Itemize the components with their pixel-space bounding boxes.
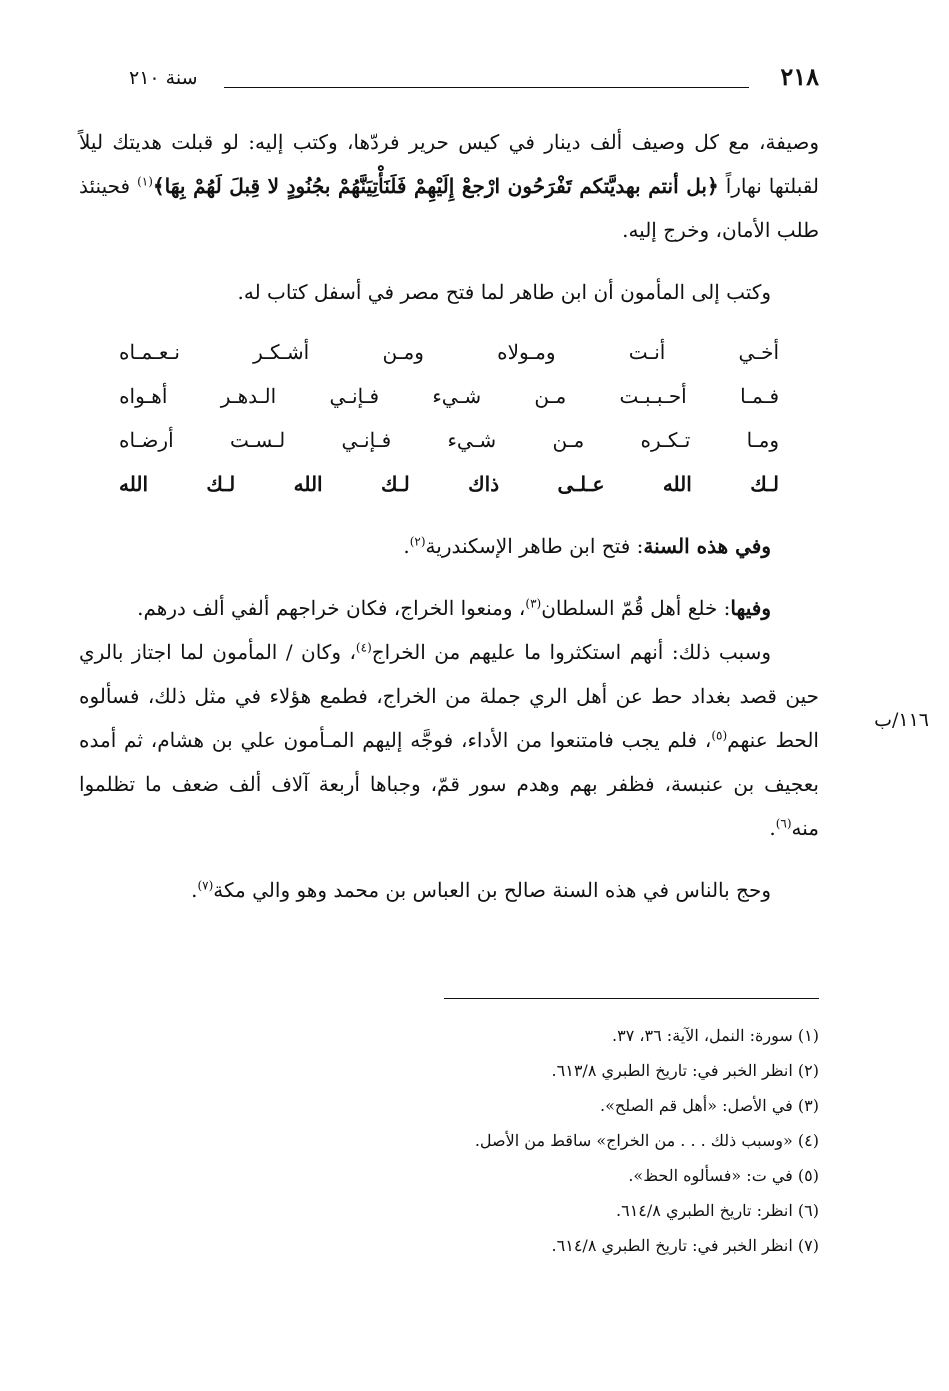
footnote-7: (٧) انظر الخبر في: تاريخ الطبري ٦١٤/٨. — [551, 1236, 819, 1255]
poem-word: لـسـت — [229, 428, 286, 452]
events-text — [79, 524, 819, 912]
poem-word: ومـا — [746, 428, 779, 452]
paragraph-lead: وفيها — [730, 596, 771, 620]
poem — [119, 330, 779, 506]
poem-word: عـلـى — [557, 472, 605, 496]
poem-word: الله — [293, 472, 323, 496]
poem-word: الله — [119, 472, 149, 496]
paragraph-hajj: وحج بالناس في هذه السنة صالح بن العباس بن محمد وهو والي مكة$^{(٧)}$. — [191, 878, 771, 902]
page-number: ٢١٨ — [780, 62, 819, 91]
running-head-year: سنة ٢١٠ — [129, 67, 198, 89]
paragraph-qom-revolt: وفيها: خلع أهل قُمّ السلطان$^{(٣)}$، ومنعوا الخراج، فكان خراجهم ألفي ألف درهم. — [137, 596, 771, 620]
poem-line — [119, 330, 779, 374]
poem-line — [119, 374, 779, 418]
poem-word: فـإنـي — [341, 428, 392, 452]
footnote-6: (٦) انظر: تاريخ الطبري ٦١٤/٨. — [616, 1201, 819, 1220]
paragraph-gift-refusal: وصيفة، مع كل وصيف ألف دينار في كيس حرير فردّها، وكتب إليه: لو قبلت هديتك ليلاً لقبلتها نهاراً ﴿بل أنتم بهديَّتكم تَفْرَحُون ارْجعْ إِلَيْهِمْ فَلَنَأْتِيَنَّهُمْ بجُنُودٍ لا قِبلَ لَهُمْ بِهَا﴾$^{(١)}$ فحينئذ طلب الأمان، وخرج إليه. — [79, 130, 819, 242]
poem-word: أحـبـبـت — [619, 384, 687, 408]
poem-word: فـإنـي — [329, 384, 380, 408]
footnote-ref-4: (٤) — [355, 640, 372, 655]
paragraph-reason: وسبب ذلك: أنهم استكثروا ما عليهم من الخراج$^{(٤)}$، وكان / المأمون لما اجتاز بالري حين قصد بغداد حط عن أهل الري جملة من الخراج، فطمع هؤلاء في مثل ذلك، فسألوه الحط عنهم$^{(٥)}$، فلم يجب فامتنعوا من الأداء، فوجَّه إليهم المـأمون علي بن هشام، ثم أمده بعجيف بن عنبسة، فظفر بهم وهدم سور قمّ، وجباها أربعة آلاف ألف ضعف ما تظلموا منه$^{(٦)}$. — [79, 640, 819, 840]
footnote-ref-5: (٥) — [711, 728, 728, 743]
footnote-ref-6: (٦) — [775, 816, 792, 831]
quran-verse: ﴿بل أنتم بهديَّتكم تَفْرَحُون ارْجعْ إِلَيْهِمْ فَلَنَأْتِيَنَّهُمْ بجُنُودٍ لا قِبلَ لَهُمْ بِهَا﴾ — [152, 174, 719, 198]
poem-word: الله — [662, 472, 692, 496]
footnote-separator — [444, 998, 819, 999]
poem-word: أشـكـر — [253, 340, 310, 364]
paragraph-letter-to-mamun: وكتب إلى المأمون أن ابن طاهر لما فتح مصر في أسفل كتاب له. — [237, 280, 771, 304]
poem-word: شـيء — [432, 384, 482, 408]
poem-word: أنـت — [628, 340, 666, 364]
poem-word: ذاك — [468, 472, 500, 496]
footnote-1: (١) سورة: النمل، الآية: ٣٦، ٣٧. — [612, 1026, 819, 1045]
page-header — [129, 62, 819, 98]
poem-word: لـك — [380, 472, 410, 496]
paragraph-lead: وفي هذه السنة — [643, 534, 771, 558]
footnotes — [259, 1018, 819, 1263]
poem-line — [119, 418, 779, 462]
footnote-3: (٣) في الأصل: «أهل قم الصلح». — [600, 1096, 819, 1115]
poem-word: مـن — [552, 428, 585, 452]
poem-line — [119, 462, 779, 506]
footnote-ref-2: (٢) — [409, 534, 426, 549]
header-rule — [224, 87, 749, 88]
poem-word: تـكـره — [640, 428, 691, 452]
footnote-ref-1: (١) — [137, 174, 153, 189]
poem-word: نـعـمـاه — [119, 340, 180, 364]
footnote-4: (٤) «وسبب ذلك . . . من الخراج» ساقط من الأصل. — [474, 1131, 819, 1150]
poem-word: شـيء — [447, 428, 497, 452]
footnote-2: (٢) انظر الخبر في: تاريخ الطبري ٦١٣/٨. — [551, 1061, 819, 1080]
poem-word: أهـواه — [119, 384, 168, 408]
opening-text — [79, 120, 819, 314]
poem-word: أخـي — [738, 340, 779, 364]
poem-word: أرضـاه — [119, 428, 174, 452]
poem-word: ومـن — [382, 340, 424, 364]
footnote-ref-3: (٣) — [525, 596, 542, 611]
poem-word: لـك — [206, 472, 236, 496]
manuscript-folio-marker: ١١٦/ب — [874, 709, 929, 731]
poem-word: مـن — [534, 384, 567, 408]
poem-word: لـك — [750, 472, 779, 496]
footnote-ref-7: (٧) — [197, 878, 214, 893]
poem-word: فـمـا — [740, 384, 779, 408]
footnote-5: (٥) في ت: «فسألوه الحظ». — [628, 1166, 819, 1185]
poem-word: الـدهـر — [220, 384, 277, 408]
poem-word: ومـولاه — [497, 340, 556, 364]
paragraph-alexandria: وفي هذه السنة: فتح ابن طاهر الإسكندرية$^{(٢)}$. — [403, 534, 771, 558]
